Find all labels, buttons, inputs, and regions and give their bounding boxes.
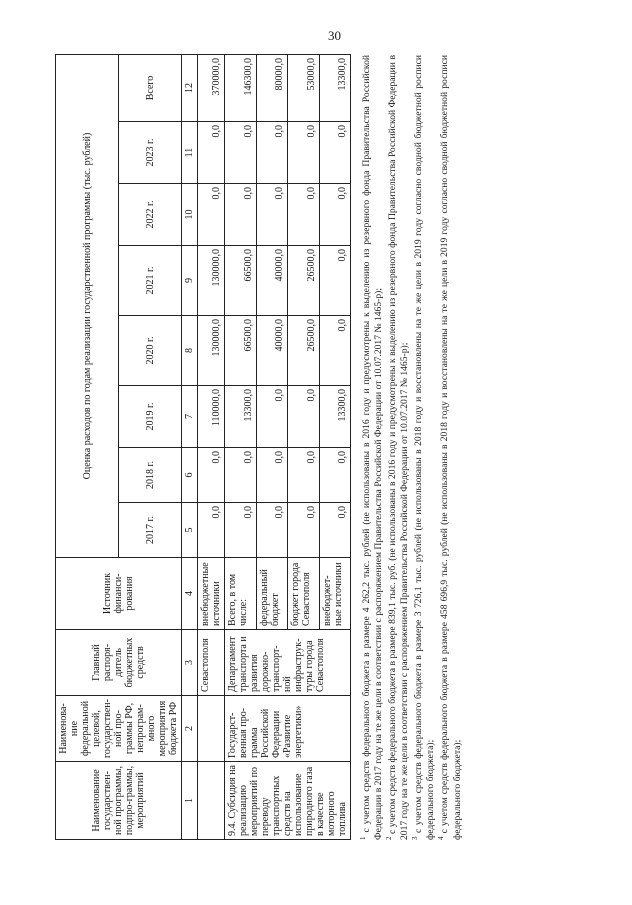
cell-value: 130000,0 [198,316,225,386]
column-number: 9 [182,246,198,316]
column-number: 2 [182,696,198,762]
cell-source: Всего, в том числе: [225,558,257,630]
column-number: 8 [182,316,198,386]
header-estimate: Оценка расходов по годам реализации государственной программы (тыс. рублей) [56,55,119,558]
footnote-mark: 1 [359,836,367,840]
column-number: 10 [182,184,198,246]
cell-value: 0,0 [288,503,320,558]
table-row-carryover [198,55,225,840]
cell-value: 0,0 [198,448,225,503]
cell-value: 0,0 [288,122,320,184]
footnote-text: с учетом средств федерального бюджета в размере 4 262,2 тыс. рублей (не использованы в 2016 году и предусмотрены к выделению из резервного фонда Правительства Российской Федерации в 2017 году на те же цели в соответствии с распоряжением Правительства Российской Федерации от 10.07.2017 № 1465-р); [361,54,385,840]
cell-value: 40000,0 [256,316,288,386]
cell-value: 0,0 [225,503,257,558]
column-number-row [182,55,198,840]
rotated-page-content [55,55,615,840]
cell-value: 66500,0 [225,246,257,316]
column-number: 4 [182,558,198,630]
cell-value: 0,0 [198,122,225,184]
cell-value: 0,0 [319,448,351,503]
footnote [437,55,463,840]
column-number: 1 [182,762,198,840]
header-fed-program: Наименова-ние федеральной целевой, государствен-ной про-граммы РФ, непрограм-много мероприятия бюджета РФ [56,696,182,762]
header-year: 2018 г. [119,448,182,503]
header-year: 2019 г. [119,386,182,448]
header-year: 2023 г. [119,122,182,184]
header-row-1 [56,55,119,840]
cell-value: 0,0 [198,184,225,246]
cell-value: 0,0 [225,448,257,503]
cell-value: 53000,0 [288,55,320,122]
cell-value: 13300,0 [319,386,351,448]
header-chief-manager: Главный распоря-дитель бюджетных средств [56,630,182,696]
cell-value: 40000,0 [256,246,288,316]
cell-value: 66500,0 [225,316,257,386]
cell-empty [198,696,225,762]
cell-chief: Севастополя [198,630,225,696]
cell-value: 80000,0 [256,55,288,122]
footnote-text: с учетом средств федерального бюджета в размере 3 726,1 тыс. рублей (не использованы в 2018 году и восстановлены на те же цели в 2019 году согласно сводной бюджетной росписи федерального бюджета); [413,55,437,840]
cell-value: 0,0 [225,184,257,246]
header-year: 2022 г. [119,184,182,246]
cell-source: внебюджетные источники [198,558,225,630]
header-year: 2017 г. [119,503,182,558]
cell-chief: Департамент транспорта и развития дорожно-транспорт-ной инфраструк-туры города Севастополя [225,630,351,696]
footnotes [359,55,464,840]
column-number: 3 [182,630,198,696]
cell-value: 0,0 [288,184,320,246]
cell-source: бюджет города Севастополя [288,558,320,630]
cell-value: 0,0 [319,246,351,316]
cell-value: 110000,0 [198,386,225,448]
column-number: 6 [182,448,198,503]
footnote [359,55,385,840]
cell-value: 130000,0 [198,246,225,316]
cell-value: 26500,0 [288,246,320,316]
cell-value: 0,0 [225,122,257,184]
footnote-mark: 2 [385,836,394,840]
page-number: 30 [328,28,341,43]
column-number: 5 [182,503,198,558]
cell-value: 0,0 [288,386,320,448]
cell-fed-program: Государст-венная про-грамма Российской Федерации «Развитие энергетики» [225,696,351,762]
cell-empty [198,762,225,840]
table-row [225,55,257,840]
cell-value: 13300,0 [319,55,351,122]
footnote [385,55,411,840]
column-number: 7 [182,386,198,448]
cell-value: 0,0 [256,503,288,558]
cell-value: 0,0 [319,184,351,246]
cell-value: 0,0 [256,122,288,184]
header-total: Всего [119,55,182,122]
cell-value: 0,0 [198,503,225,558]
footnote-mark: 3 [411,836,420,840]
column-number: 11 [182,122,198,184]
cell-value: 0,0 [288,448,320,503]
footnote-text: с учетом средств федерального бюджета в размере 839,1 тыс. руб. (не использованы в 2016 году и предусмотрены к выделению из резервного фонда Правительства Российской Федерации в 2017 году на те же цели в соответствии с распоряжением Правительства Российской Федерации от 10.07.2017 № 1465-р); [387,55,411,840]
budget-table [55,54,351,840]
cell-value: 370000,0 [198,55,225,122]
cell-item-name: 9.4. Субсидия на реализацию мероприятий по переводу транспортных средств на использование природного газа в качестве моторного топлива [225,762,351,840]
footnote-mark: 4 [437,836,446,840]
cell-value: 146300,0 [225,55,257,122]
footnote [411,55,437,840]
header-year: 2021 г. [119,246,182,316]
cell-value: 0,0 [256,184,288,246]
cell-value: 0,0 [256,448,288,503]
column-number: 12 [182,55,198,122]
cell-source: федеральный бюджет [256,558,288,630]
cell-source: внебюджет-ные источники [319,558,351,630]
header-name: Наименование государствен-ной программы, подпро-граммы, мероприятий [56,762,182,840]
header-source: Источник финанси-рования [56,558,182,630]
cell-value: 26500,0 [288,316,320,386]
cell-value: 0,0 [256,386,288,448]
cell-value: 0,0 [319,316,351,386]
footnote-text: с учетом средств федерального бюджета в размере 458 696,9 тыс. рублей (не использованы в 2018 году и восстановлены на те же цели в 2019 году согласно сводной бюджетной росписи федерального бюджета); [439,55,463,840]
header-year: 2020 г. [119,316,182,386]
cell-value: 13300,0 [225,386,257,448]
cell-value: 0,0 [319,122,351,184]
cell-value: 0,0 [319,503,351,558]
